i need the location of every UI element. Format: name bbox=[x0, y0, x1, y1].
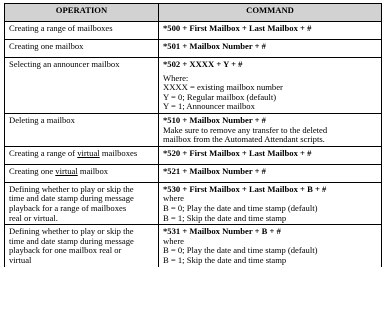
operation-text: playback for a range of mailboxes bbox=[9, 202, 127, 213]
table-row bbox=[5, 164, 382, 182]
operation-text: Creating a range of mailboxes bbox=[9, 23, 113, 33]
operation-text: Defining whether to play or skip the bbox=[9, 183, 134, 194]
command-text: *531 + Mailbox Number + B + # bbox=[163, 226, 281, 237]
operation-column-header: OPERATION bbox=[5, 4, 159, 22]
command-cell bbox=[159, 113, 382, 146]
table-row bbox=[5, 182, 382, 224]
command-text: *530 + First Mailbox + Last Mailbox + B + # bbox=[163, 183, 327, 194]
virtual-underlined: virtual bbox=[77, 147, 100, 158]
command-note: B = 1; Skip the date and time stamp bbox=[163, 212, 287, 223]
command-note: XXXX = existing mailbox number bbox=[163, 82, 283, 93]
command-cell bbox=[159, 58, 382, 114]
command-cell bbox=[159, 146, 382, 164]
operation-text: playback for one mailbox real or bbox=[9, 245, 122, 256]
operation-text: Creating one virtual mailbox bbox=[9, 165, 109, 176]
operation-cell bbox=[5, 182, 159, 224]
mailbox-command-table bbox=[4, 3, 382, 267]
virtual-underlined: virtual bbox=[55, 165, 78, 176]
command-note: where bbox=[163, 235, 184, 246]
command-note: Make sure to remove any transfer to the deleted bbox=[163, 124, 328, 135]
table-row bbox=[5, 225, 382, 267]
operation-text: Selecting an announcer mailbox bbox=[9, 59, 120, 69]
command-text: *502 + XXXX + Y + # bbox=[163, 59, 243, 69]
operation-text: Creating one mailbox bbox=[9, 41, 84, 51]
table-row bbox=[5, 40, 382, 58]
operation-text: Deleting a mailbox bbox=[9, 114, 75, 125]
command-note: B = 0; Play the date and time stamp (default) bbox=[163, 245, 318, 256]
command-text: *520 + First Mailbox + Last Mailbox + # bbox=[163, 147, 312, 158]
command-table-container bbox=[4, 3, 381, 267]
operation-cell bbox=[5, 113, 159, 146]
operation-text: time and date stamp during message bbox=[9, 193, 134, 204]
operation-cell bbox=[5, 225, 159, 267]
table-row bbox=[5, 22, 382, 40]
operation-text: time and date stamp during message bbox=[9, 235, 134, 246]
operation-cell bbox=[5, 164, 159, 182]
table-row bbox=[5, 58, 382, 114]
command-cell bbox=[159, 225, 382, 267]
command-cell bbox=[159, 40, 382, 58]
table-row bbox=[5, 113, 382, 146]
operation-cell bbox=[5, 22, 159, 40]
table-header-row bbox=[5, 4, 382, 22]
command-note: where bbox=[163, 193, 184, 204]
operation-cell bbox=[5, 146, 159, 164]
command-note: Y = 1; Announcer mailbox bbox=[163, 101, 255, 112]
command-text: *521 + Mailbox Number + # bbox=[163, 165, 266, 176]
command-note: Y = 0; Regular mailbox (default) bbox=[163, 91, 277, 102]
command-cell bbox=[159, 22, 382, 40]
command-column-header: COMMAND bbox=[159, 4, 382, 22]
command-text: *500 + First Mailbox + Last Mailbox + # bbox=[163, 23, 312, 33]
command-note: B = 1; Skip the date and time stamp bbox=[163, 254, 287, 265]
operation-cell bbox=[5, 40, 159, 58]
command-cell bbox=[159, 182, 382, 224]
command-note: B = 0; Play the date and time stamp (default) bbox=[163, 202, 318, 213]
command-text: *501 + Mailbox Number + # bbox=[163, 41, 266, 51]
command-text: *510 + Mailbox Number + # bbox=[163, 114, 266, 125]
command-note: mailbox from the Automated Attendant scripts. bbox=[163, 134, 325, 145]
table-row bbox=[5, 146, 382, 164]
operation-text: Creating a range of virtual mailboxes bbox=[9, 147, 138, 158]
command-note: Where: bbox=[163, 72, 189, 83]
operation-text: real or virtual. bbox=[9, 212, 58, 223]
operation-cell bbox=[5, 58, 159, 114]
operation-text: virtual bbox=[9, 254, 32, 265]
command-cell bbox=[159, 164, 382, 182]
operation-text: Defining whether to play or skip the bbox=[9, 226, 134, 237]
